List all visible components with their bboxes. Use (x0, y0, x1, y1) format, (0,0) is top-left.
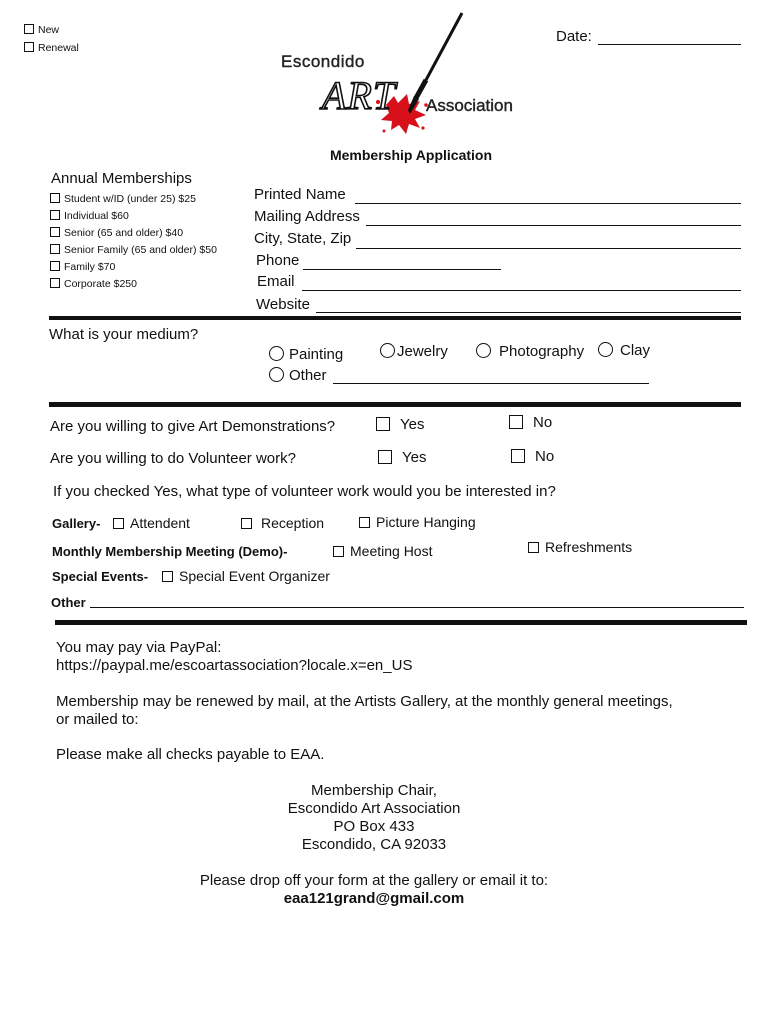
logo-association: Association (426, 96, 513, 115)
medium-painting-option[interactable] (269, 346, 343, 363)
city-state-zip-field[interactable] (356, 234, 741, 249)
other-volunteer-label: Other (51, 595, 86, 610)
phone-field[interactable] (303, 255, 501, 270)
dropoff-note: Please drop off your form at the gallery or email it to: (199, 872, 549, 889)
renewal-option[interactable] (24, 42, 79, 54)
membership-label: Family $70 (64, 261, 116, 273)
other-medium-field[interactable] (333, 369, 649, 384)
volunteer-no-checkbox[interactable] (511, 449, 525, 463)
demos-no-checkbox[interactable] (509, 415, 523, 429)
renewal-label: Renewal (38, 42, 79, 54)
attendent-checkbox[interactable] (113, 518, 124, 529)
email-field[interactable] (302, 276, 741, 291)
new-label: New (38, 24, 60, 36)
section-divider (55, 620, 747, 625)
email-label: Email (257, 273, 295, 290)
membership-checkbox[interactable] (50, 210, 60, 220)
meeting-label: Monthly Membership Meeting (Demo)- (52, 544, 288, 559)
refreshments-option[interactable] (528, 539, 632, 555)
medium-question: What is your medium? (49, 326, 199, 343)
page-title: Membership Application (329, 147, 493, 163)
volunteer-question: Are you willing to do Volunteer work? (50, 450, 296, 467)
membership-option[interactable] (50, 259, 217, 276)
volunteer-yes-option[interactable] (378, 449, 426, 466)
website-label: Website (256, 296, 310, 313)
membership-option[interactable] (50, 276, 217, 293)
demos-yes-checkbox[interactable] (376, 417, 390, 431)
section-divider (49, 316, 741, 320)
address-line-2: Escondido Art Association (287, 800, 461, 817)
painting-label: Painting (289, 346, 344, 363)
other-medium-label: Other (289, 367, 327, 384)
membership-checkbox[interactable] (50, 193, 60, 203)
mailing-address-field[interactable] (366, 211, 741, 226)
new-option[interactable] (24, 24, 59, 36)
demos-no-label: No (533, 414, 553, 431)
refreshments-label: Refreshments (545, 539, 633, 555)
membership-list (50, 191, 217, 293)
renewal-checkbox[interactable] (24, 42, 34, 52)
medium-photography-option[interactable] (476, 343, 584, 360)
gallery-row (52, 516, 100, 531)
volunteer-yes-label: Yes (402, 449, 427, 466)
event-organizer-checkbox[interactable] (162, 571, 173, 582)
renew-line-1: Membership may be renewed by mail, at the Artists Gallery, at the monthly general meetings, (56, 693, 673, 710)
attendent-label: Attendent (130, 515, 190, 531)
jewelry-radio[interactable] (380, 343, 395, 358)
logo-art: ART (322, 73, 397, 118)
date-field[interactable] (598, 30, 741, 45)
medium-jewelry-option[interactable] (380, 343, 448, 360)
membership-checkbox[interactable] (50, 227, 60, 237)
event-organizer-option[interactable] (162, 568, 330, 584)
jewelry-label: Jewelry (397, 343, 448, 360)
picture-hanging-checkbox[interactable] (359, 517, 370, 528)
demos-no-option[interactable] (509, 414, 552, 431)
printed-name-label: Printed Name (254, 186, 346, 203)
medium-clay-option[interactable] (598, 342, 650, 359)
volunteer-yes-checkbox[interactable] (378, 450, 392, 464)
picture-hanging-label: Picture Hanging (376, 514, 476, 530)
meeting-host-option[interactable] (333, 543, 432, 559)
demos-question: Are you willing to give Art Demonstrations? (50, 418, 336, 435)
membership-option[interactable] (50, 225, 217, 242)
demos-yes-label: Yes (400, 416, 425, 433)
contact-email[interactable]: eaa121grand@gmail.com (283, 890, 465, 907)
logo (276, 10, 526, 140)
event-organizer-label: Special Event Organizer (179, 568, 330, 584)
membership-checkbox[interactable] (50, 244, 60, 254)
gallery-picture-hanging-option[interactable] (359, 514, 476, 530)
gallery-attendent-option[interactable] (113, 515, 190, 531)
address-line-4: Escondido, CA 92033 (301, 836, 447, 853)
new-checkbox[interactable] (24, 24, 34, 34)
gallery-reception-option[interactable] (241, 515, 324, 531)
date-label: Date: (556, 28, 592, 45)
gallery-label: Gallery- (52, 516, 101, 531)
demos-yes-option[interactable] (376, 416, 424, 433)
reception-checkbox[interactable] (241, 518, 252, 529)
membership-label: Corporate $250 (64, 278, 137, 290)
membership-option[interactable] (50, 242, 217, 259)
other-radio[interactable] (269, 367, 284, 382)
meeting-host-label: Meeting Host (350, 543, 433, 559)
clay-radio[interactable] (598, 342, 613, 357)
paypal-line-1: You may pay via PayPal: (56, 639, 222, 656)
section-divider (49, 402, 741, 407)
membership-label: Individual $60 (64, 210, 129, 222)
refreshments-checkbox[interactable] (528, 542, 539, 553)
logo-escondido: Escondido (281, 52, 365, 71)
renew-line-2: or mailed to: (56, 711, 139, 728)
membership-option[interactable] (50, 191, 217, 208)
photography-label: Photography (499, 343, 585, 360)
membership-checkbox[interactable] (50, 261, 60, 271)
memberships-heading: Annual Memberships (51, 170, 192, 187)
paintbrush-logo-icon (276, 10, 526, 140)
membership-option[interactable] (50, 208, 217, 225)
clay-label: Clay (620, 342, 651, 359)
membership-label: Student w/ID (under 25) $25 (64, 193, 196, 205)
website-field[interactable] (316, 298, 741, 313)
paypal-link[interactable]: https://paypal.me/escoartassociation?locale.x=en_US (56, 657, 413, 674)
reception-label: Reception (261, 515, 325, 531)
mailing-address-label: Mailing Address (254, 208, 360, 225)
medium-other-option[interactable] (269, 367, 327, 384)
membership-checkbox[interactable] (50, 278, 60, 288)
painting-radio[interactable] (269, 346, 284, 361)
events-label: Special Events- (52, 569, 149, 584)
other-volunteer-field[interactable] (90, 593, 744, 608)
membership-label: Senior (65 and older) $40 (64, 227, 184, 239)
photography-radio[interactable] (476, 343, 491, 358)
volunteer-no-label: No (535, 448, 555, 465)
printed-name-field[interactable] (355, 189, 741, 204)
address-line-3: PO Box 433 (333, 818, 415, 835)
volunteer-no-option[interactable] (511, 448, 554, 465)
membership-label: Senior Family (65 and older) $50 (64, 244, 217, 256)
address-line-1: Membership Chair, (311, 782, 437, 799)
phone-label: Phone (256, 252, 300, 269)
meeting-host-checkbox[interactable] (333, 546, 344, 557)
volunteer-type-question: If you checked Yes, what type of volunteer work would you be interested in? (53, 483, 556, 500)
city-state-zip-label: City, State, Zip (254, 230, 352, 247)
checks-note: Please make all checks payable to EAA. (56, 746, 325, 763)
